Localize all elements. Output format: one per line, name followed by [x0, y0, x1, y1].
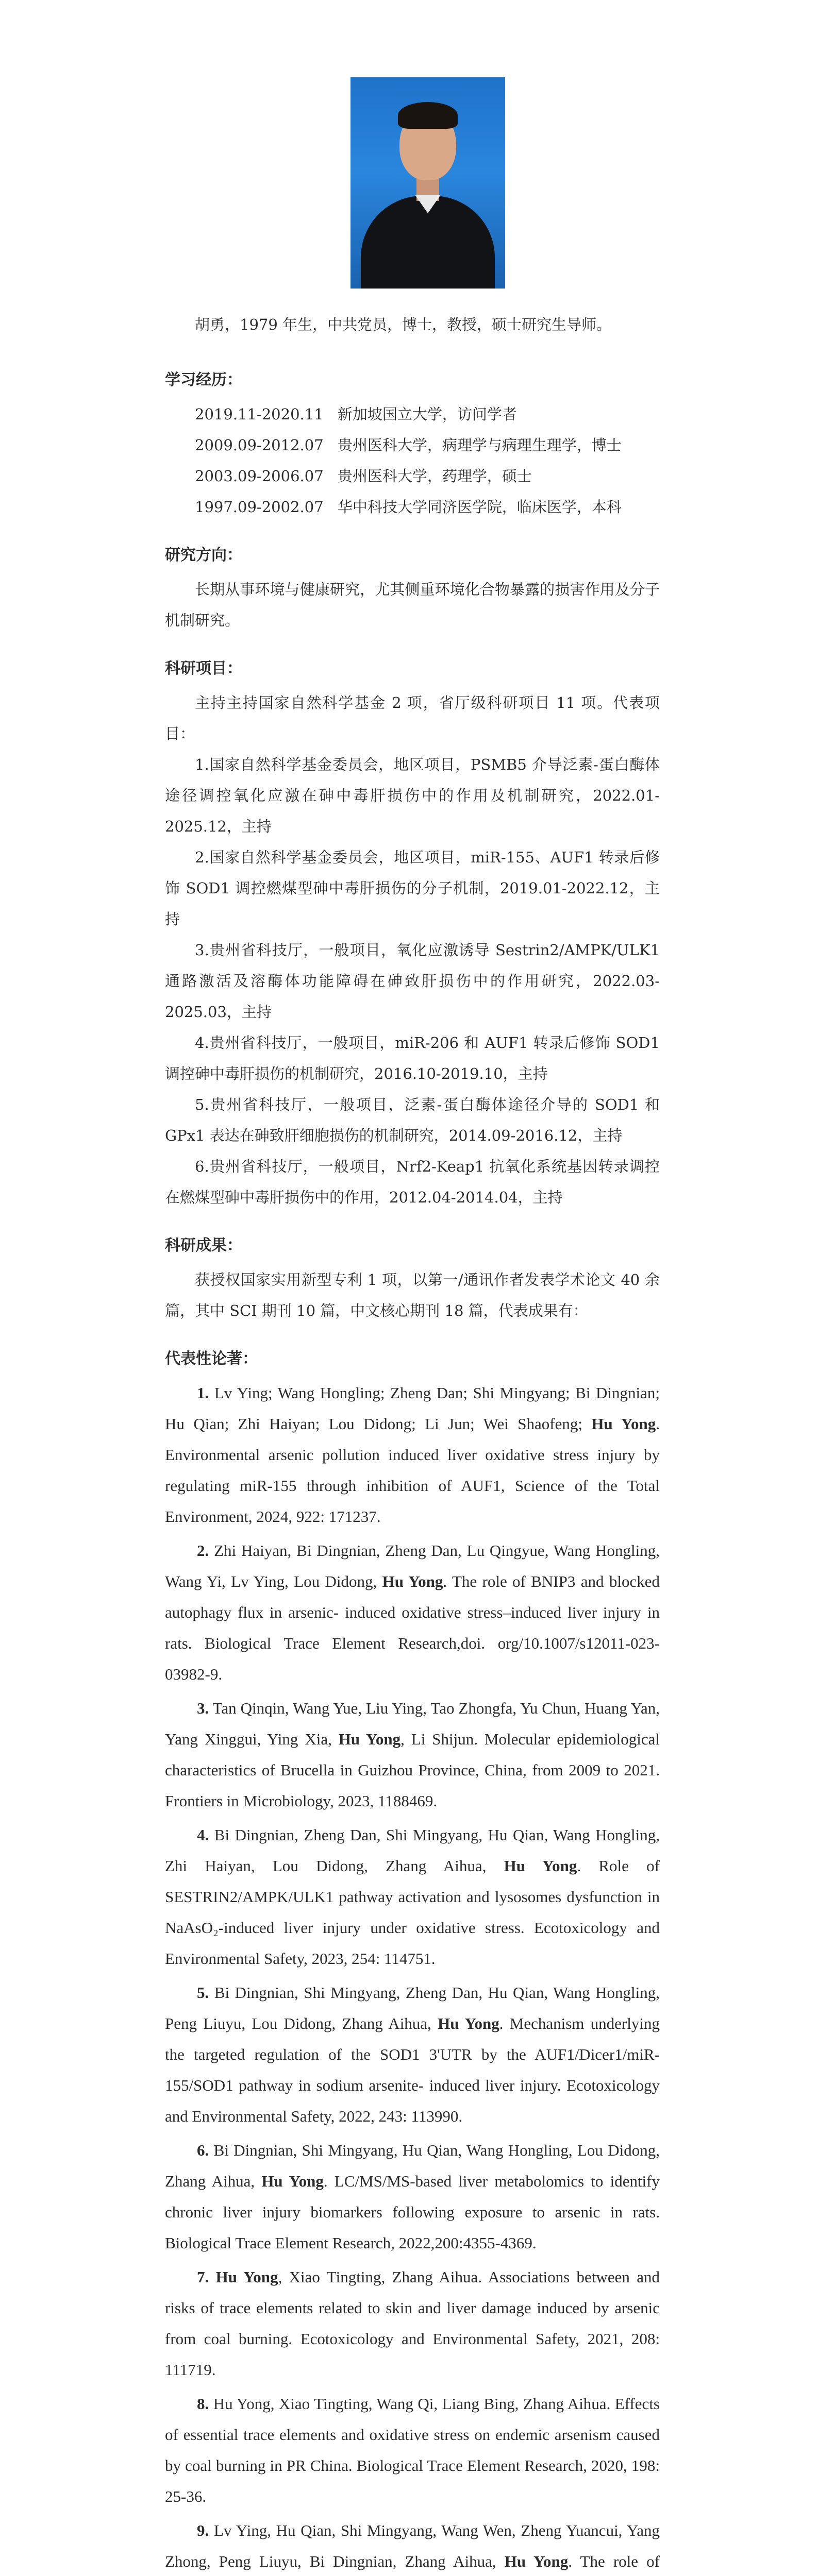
project-item: 4.贵州省科技厅，一般项目，miR-206 和 AUF1 转录后修饰 SOD1 调控砷中毒肝损伤的机制研究，2016.10-2019.10，主持 [165, 1034, 660, 1082]
publication-details: , Xiao Tingting, Zhang Aihua. Associations between and risks of trace elements related to skin and liver damage induced by arsenic from coal burning. Ecotoxicology and Environmental Safety, 2021, 208: 111719. [165, 2268, 660, 2379]
publication-item [165, 1535, 660, 1690]
publication-authors: Tan Qinqin, Wang Yue, Liu Ying, Tao Zhongfa, Yu Chun, Huang Yan, Yang Xinggui, Ying Xia, [165, 1699, 660, 1748]
publication-authors: Lv Ying, Hu Qian, Shi Mingyang, Wang Wen, Zheng Yuancui, Yang Zhong, Peng Liuyu, Bi Dingnian, Zhang Aihua, [165, 2521, 660, 2570]
education-item [165, 461, 660, 492]
publication-number: 6. [197, 2141, 209, 2159]
publication-number: 8. [197, 2395, 209, 2413]
education-text: 贵州医科大学，病理学与病理生理学，博士 [337, 436, 622, 454]
achievements-text: 获授权国家实用新型专利 1 项，以第一/通讯作者发表学术论文 40 余篇，其中 SCI 期刊 10 篇，中文核心期刊 18 篇，代表成果有： [165, 1271, 660, 1319]
publication-item [165, 2515, 660, 2576]
publication-item [165, 1378, 660, 1532]
publication-item [165, 2262, 660, 2385]
education-item [165, 492, 660, 522]
research-text: 长期从事环境与健康研究，尤其侧重环境化合物暴露的损害作用及分子机制研究。 [165, 581, 660, 629]
education-period: 2003.09-2006.07 [195, 467, 324, 485]
publication-number: 5. [197, 1984, 209, 2002]
publication-item [165, 2135, 660, 2259]
publication-details: , Li Shijun. Molecular epidemiological characteristics of Brucella in Guizhou Province, China, from 2009 to 2021. Frontiers in Microbiology, 2023, 1188469. [165, 1730, 660, 1810]
papers-heading: 代表性论著： [165, 1350, 258, 1368]
education-item [165, 399, 660, 430]
profile-photo [350, 77, 505, 289]
publication-number: 7. [197, 2268, 209, 2286]
publication-highlight-author: Hu Yong [338, 1730, 401, 1748]
education-text: 贵州医科大学，药理学，硕士 [337, 467, 532, 485]
publication-highlight-author: Hu Yong [382, 1572, 443, 1590]
publication-highlight-author: Hu Yong [261, 2172, 324, 2190]
education-period: 2019.11-2020.11 [195, 405, 324, 423]
publication-authors: Bi Dingnian, Shi Mingyang, Zheng Dan, Hu Qian, Wang Hongling, Peng Liuyu, Lou Didong, Zhang Aihua, [165, 1984, 660, 2032]
publication-details: . Role of SESTRIN2/AMPK/ULK1 pathway activation and lysosomes dysfunction in NaAsO₂-induced liver injury under oxidative stress. Ecotoxicology and Environmental Safety, 2023, 254: 114751. [165, 1857, 660, 1968]
education-item [165, 430, 660, 461]
profile-content [165, 309, 660, 2576]
publication-authors: Zhi Haiyan, Bi Dingnian, Zheng Dan, Lu Qingyue, Wang Hongling, Wang Yi, Lv Ying, Lou Didong, [165, 1541, 660, 1590]
publication-highlight-author: Hu Yong [504, 1857, 577, 1875]
project-item: 3.贵州省科技厅，一般项目，氧化应激诱导 Sestrin2/AMPK/ULK1 通路激活及溶酶体功能障碍在砷致肝损伤中的作用研究，2022.03-2025.03，主持 [165, 941, 660, 1021]
portrait-image [350, 77, 505, 289]
achievements-heading: 科研成果： [165, 1236, 242, 1255]
publication-highlight-author: Hu Yong [591, 1415, 656, 1433]
research-heading: 研究方向： [165, 546, 242, 564]
project-item: 5.贵州省科技厅，一般项目，泛素-蛋白酶体途径介导的 SOD1 和 GPx1 表达在砷致肝细胞损伤的机制研究，2014.09-2016.12，主持 [165, 1096, 660, 1144]
profile-intro: 胡勇，1979 年生，中共党员，博士，教授，硕士研究生导师。 [195, 316, 612, 333]
project-item: 6.贵州省科技厅，一般项目，Nrf2-Keap1 抗氧化系统基因转录调控在燃煤型砷中毒肝损伤中的作用，2012.04-2014.04，主持 [165, 1158, 660, 1206]
publication-item [165, 2388, 660, 2512]
publication-number: 3. [197, 1699, 209, 1717]
publication-authors: Hu Yong, Xiao Tingting, Wang Qi, Liang Bing, Zhang Aihua. Effects of essential trace elements and oxidative stress on endemic arsenism caused by coal burning in PR China. Biological Trace Element Research, 2020, 198: 25-36. [165, 2395, 660, 2505]
publication-number: 4. [197, 1826, 209, 1844]
publication-details: . Mechanism underlying the targeted regulation of the SOD1 3'UTR by the AUF1/Dicer1/miR-155/SOD1 pathway in sodium arsenite- induced liver injury. Ecotoxicology and Environmental Safety, 2022, 243: 113990. [165, 2014, 660, 2125]
publication-item [165, 1693, 660, 1817]
publication-number: 9. [197, 2521, 209, 2539]
projects-summary: 主持主持国家自然科学基金 2 项，省厅级科研项目 11 项。代表项目： [165, 694, 660, 742]
publication-highlight-author: Hu Yong [215, 2268, 278, 2286]
publication-details: . Environmental arsenic pollution induced liver oxidative stress injury by regulating miR-155 through inhibition of AUF1, Science of the Total Environment, 2024, 922: 171237. [165, 1415, 660, 1526]
publication-authors: Bi Dingnian, Shi Mingyang, Hu Qian, Wang Hongling, Lou Didong, Zhang Aihua, [165, 2141, 660, 2190]
publication-number: 2. [197, 1541, 209, 1560]
publication-number: 1. [197, 1384, 209, 1402]
education-text: 新加坡国立大学，访问学者 [337, 405, 517, 423]
publication-item [165, 1820, 660, 1974]
project-item: 2.国家自然科学基金委员会，地区项目，miR-155、AUF1 转录后修饰 SOD1 调控燃煤型砷中毒肝损伤的分子机制，2019.01-2022.12，主持 [165, 849, 660, 928]
education-heading: 学习经历： [165, 371, 242, 389]
publication-details: . The role of BNIP3 and blocked autophagy flux in arsenic- induced oxidative stress–induced liver injury in rats. Biological Trace Element Research,doi. org/10.1007/s12011-023-03982-9. [165, 1572, 660, 1683]
publication-highlight-author: Hu Yong [438, 2014, 499, 2032]
education-period: 2009.09-2012.07 [195, 436, 324, 454]
publication-item [165, 1977, 660, 2132]
project-item: 1.国家自然科学基金委员会，地区项目，PSMB5 介导泛素-蛋白酶体途径调控氧化应激在砷中毒肝损伤中的作用及机制研究，2022.01-2025.12，主持 [165, 756, 660, 835]
education-text: 华中科技大学同济医学院，临床医学，本科 [337, 498, 622, 516]
publication-details: . LC/MS/MS-based liver metabolomics to identify chronic liver injury biomarkers following exposure to arsenic in rats. Biological Trace Element Research, 2022,200:4355-4369. [165, 2172, 660, 2252]
publication-highlight-author: Hu Yong [504, 2552, 569, 2570]
projects-heading: 科研项目： [165, 659, 242, 677]
publication-authors: Bi Dingnian, Zheng Dan, Shi Mingyang, Hu Qian, Wang Hongling, Zhi Haiyan, Lou Didong, Zhang Aihua, [165, 1826, 660, 1875]
publication-details: . The role of [568, 2552, 660, 2570]
education-period: 1997.09-2002.07 [195, 498, 324, 516]
publication-authors: Lv Ying; Wang Hongling; Zheng Dan; Shi Mingyang; Bi Dingnian; Hu Qian; Zhi Haiyan; Lou Didong; Li Jun; Wei Shaofeng; [165, 1384, 660, 1433]
